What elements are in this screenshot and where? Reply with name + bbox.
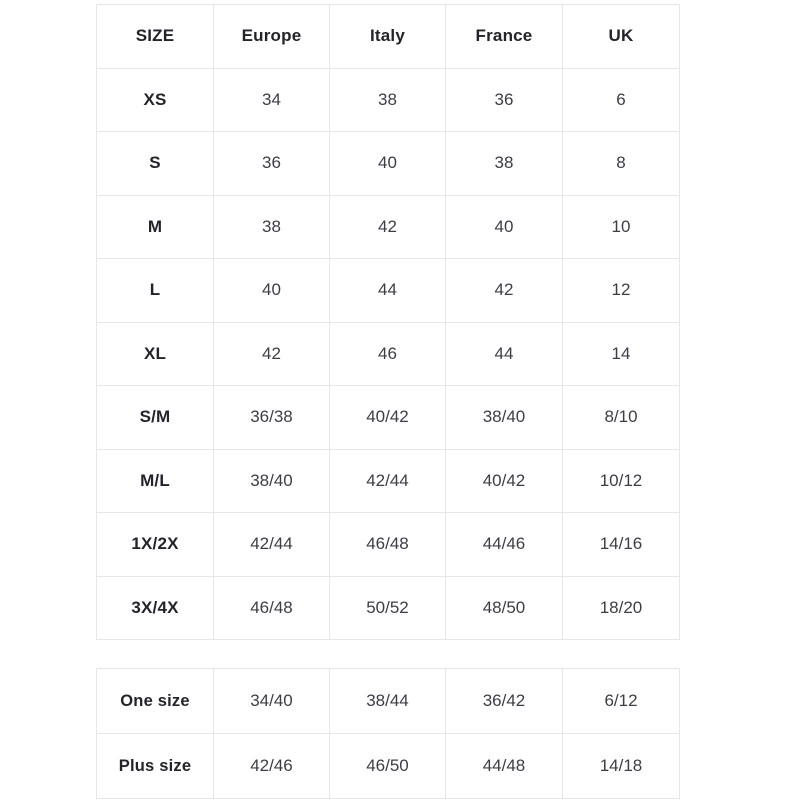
cell-france: 40/42 — [446, 449, 563, 513]
table-row — [97, 669, 680, 734]
table-row — [97, 386, 680, 450]
column-header-italy: Italy — [330, 5, 446, 69]
cell-france: 48/50 — [446, 576, 563, 640]
cell-uk: 12 — [563, 259, 680, 323]
cell-uk: 14/16 — [563, 513, 680, 577]
row-label: M — [97, 195, 214, 259]
cell-uk: 14/18 — [563, 734, 680, 799]
cell-europe: 42/44 — [214, 513, 330, 577]
table-row — [97, 322, 680, 386]
cell-uk: 6/12 — [563, 669, 680, 734]
cell-uk: 18/20 — [563, 576, 680, 640]
column-header-size: SIZE — [97, 5, 214, 69]
cell-europe: 36/38 — [214, 386, 330, 450]
table-row — [97, 513, 680, 577]
cell-france: 36/42 — [446, 669, 563, 734]
table-row — [97, 132, 680, 196]
row-label: One size — [97, 669, 214, 734]
column-header-europe: Europe — [214, 5, 330, 69]
cell-italy: 46 — [330, 322, 446, 386]
row-label: XS — [97, 68, 214, 132]
row-label: XL — [97, 322, 214, 386]
table-header-row — [97, 5, 680, 69]
cell-europe: 46/48 — [214, 576, 330, 640]
cell-italy: 40/42 — [330, 386, 446, 450]
row-label: L — [97, 259, 214, 323]
cell-italy: 42/44 — [330, 449, 446, 513]
cell-uk: 6 — [563, 68, 680, 132]
cell-uk: 14 — [563, 322, 680, 386]
row-label: M/L — [97, 449, 214, 513]
table-row — [97, 68, 680, 132]
cell-uk: 10 — [563, 195, 680, 259]
cell-europe: 34/40 — [214, 669, 330, 734]
row-label: S/M — [97, 386, 214, 450]
table-row — [97, 449, 680, 513]
combined-size-table-container — [96, 668, 679, 799]
cell-europe: 34 — [214, 68, 330, 132]
cell-italy: 44 — [330, 259, 446, 323]
table-body — [97, 669, 680, 799]
cell-italy: 38/44 — [330, 669, 446, 734]
table-row — [97, 734, 680, 799]
cell-uk: 8 — [563, 132, 680, 196]
column-header-uk: UK — [563, 5, 680, 69]
column-header-france: France — [446, 5, 563, 69]
cell-italy: 42 — [330, 195, 446, 259]
combined-size-table — [96, 668, 680, 799]
cell-france: 44/46 — [446, 513, 563, 577]
row-label: 1X/2X — [97, 513, 214, 577]
row-label: 3X/4X — [97, 576, 214, 640]
cell-uk: 10/12 — [563, 449, 680, 513]
cell-france: 38 — [446, 132, 563, 196]
size-conversion-table-container — [96, 4, 679, 640]
size-conversion-table — [96, 4, 680, 640]
cell-europe: 36 — [214, 132, 330, 196]
cell-france: 44 — [446, 322, 563, 386]
row-label: S — [97, 132, 214, 196]
cell-uk: 8/10 — [563, 386, 680, 450]
cell-france: 44/48 — [446, 734, 563, 799]
cell-italy: 46/50 — [330, 734, 446, 799]
table-row — [97, 195, 680, 259]
cell-france: 38/40 — [446, 386, 563, 450]
row-label: Plus size — [97, 734, 214, 799]
table-body — [97, 68, 680, 640]
cell-europe: 38 — [214, 195, 330, 259]
cell-italy: 40 — [330, 132, 446, 196]
cell-france: 36 — [446, 68, 563, 132]
cell-italy: 46/48 — [330, 513, 446, 577]
cell-europe: 42/46 — [214, 734, 330, 799]
cell-france: 42 — [446, 259, 563, 323]
cell-france: 40 — [446, 195, 563, 259]
cell-europe: 40 — [214, 259, 330, 323]
table-row — [97, 576, 680, 640]
cell-europe: 42 — [214, 322, 330, 386]
table-row — [97, 259, 680, 323]
cell-italy: 50/52 — [330, 576, 446, 640]
table-header — [97, 5, 680, 69]
cell-italy: 38 — [330, 68, 446, 132]
cell-europe: 38/40 — [214, 449, 330, 513]
